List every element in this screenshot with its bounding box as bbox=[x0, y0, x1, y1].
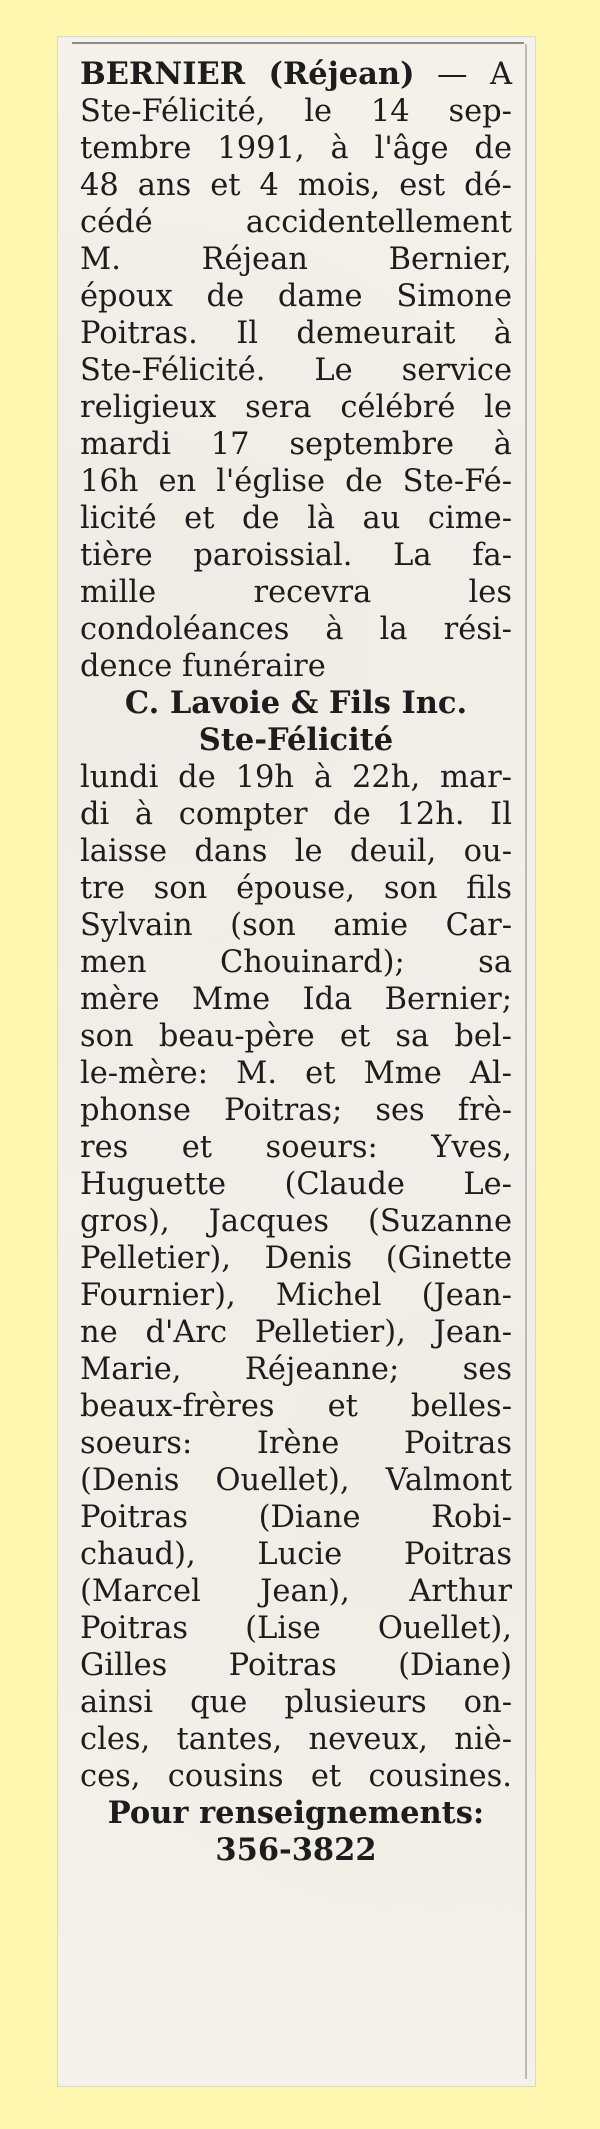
notice-line: res et soeurs: Yves, bbox=[80, 1130, 512, 1165]
notice-line: di à compter de 12h. Il bbox=[80, 797, 512, 832]
notice-line: (Denis Ouellet), Valmont bbox=[80, 1463, 512, 1498]
funeral-home-name: C. Lavoie & Fils Inc. bbox=[124, 685, 468, 721]
notice-line: ainsi que plusieurs on- bbox=[80, 1685, 512, 1720]
notice-line: soeurs: Irène Poitras bbox=[80, 1426, 512, 1461]
notice-line: Ste-Félicité. Le service bbox=[80, 353, 512, 388]
notice-line: chaud), Lucie Poitras bbox=[80, 1537, 512, 1572]
notice-line: Sylvain (son amie Car- bbox=[80, 908, 512, 943]
notice-line: Poitras (Lise Ouellet), bbox=[80, 1611, 512, 1646]
notice-line: 48 ans et 4 mois, est dé- bbox=[80, 168, 512, 203]
notice-line: 16h en l'église de Ste-Fé- bbox=[80, 464, 512, 499]
notice-line: beaux-frères et belles- bbox=[80, 1389, 512, 1424]
notice-line: dence funéraire bbox=[80, 649, 326, 684]
notice-line: son beau-père et sa bel- bbox=[80, 1019, 512, 1054]
notice-line: tembre 1991, à l'âge de bbox=[80, 131, 512, 166]
notice-line: religieux sera célébré le bbox=[80, 390, 512, 425]
notice-line: M. Réjean Bernier, bbox=[80, 242, 512, 277]
notice-line: Pelletier), Denis (Ginette bbox=[80, 1241, 512, 1276]
info-label: Pour renseignements: bbox=[107, 1795, 485, 1831]
notice-line: Gilles Poitras (Diane) bbox=[80, 1648, 512, 1683]
notice-line: mère Mme Ida Bernier; bbox=[80, 982, 512, 1017]
notice-line: tre son épouse, son fils bbox=[80, 871, 512, 906]
column-right-rule bbox=[525, 44, 527, 2079]
notice-line: tière paroissial. La fa- bbox=[80, 538, 512, 573]
notice-line: condoléances à la rési- bbox=[80, 612, 512, 647]
notice-line: Fournier), Michel (Jean- bbox=[80, 1278, 512, 1313]
notice-line: Ste-Félicité, le 14 sep- bbox=[80, 94, 512, 129]
notice-line: licité et de là au cime- bbox=[80, 501, 512, 536]
notice-line: ne d'Arc Pelletier), Jean- bbox=[80, 1315, 512, 1350]
notice-line: Huguette (Claude Le- bbox=[80, 1167, 512, 1202]
notice-line: cédé accidentellement bbox=[80, 205, 512, 240]
notice-line: (Marcel Jean), Arthur bbox=[80, 1574, 512, 1609]
funeral-home-town: Ste-Félicité bbox=[198, 722, 394, 758]
notice-line: cles, tantes, neveux, niè- bbox=[80, 1722, 512, 1757]
notice-line: phonse Poitras; ses frè- bbox=[80, 1093, 512, 1128]
notice-line: mille recevra les bbox=[80, 575, 512, 610]
notice-line: ces, cousins et cousines. bbox=[80, 1759, 512, 1794]
deceased-name: BERNIER (Réjean) bbox=[80, 56, 415, 92]
notice-line: époux de dame Simone bbox=[80, 279, 512, 314]
column-top-rule bbox=[72, 42, 524, 44]
notice-line: gros), Jacques (Suzanne bbox=[80, 1204, 512, 1239]
notice-line: laisse dans le deuil, ou- bbox=[80, 834, 512, 869]
obituary-notice bbox=[80, 56, 512, 1869]
notice-line: Poitras (Diane Robi- bbox=[80, 1500, 512, 1535]
notice-line: lundi de 19h à 22h, mar- bbox=[80, 760, 512, 795]
notice-line: Poitras. Il demeurait à bbox=[80, 316, 512, 351]
notice-line: Marie, Réjeanne; ses bbox=[80, 1352, 512, 1387]
info-phone-number: 356-3822 bbox=[215, 1832, 377, 1868]
notice-line: men Chouinard); sa bbox=[80, 945, 512, 980]
notice-line: mardi 17 septembre à bbox=[80, 427, 512, 462]
notice-line: BERNIER (Réjean) — A bbox=[80, 56, 512, 92]
notice-line: le-mère: M. et Mme Al- bbox=[80, 1056, 512, 1091]
